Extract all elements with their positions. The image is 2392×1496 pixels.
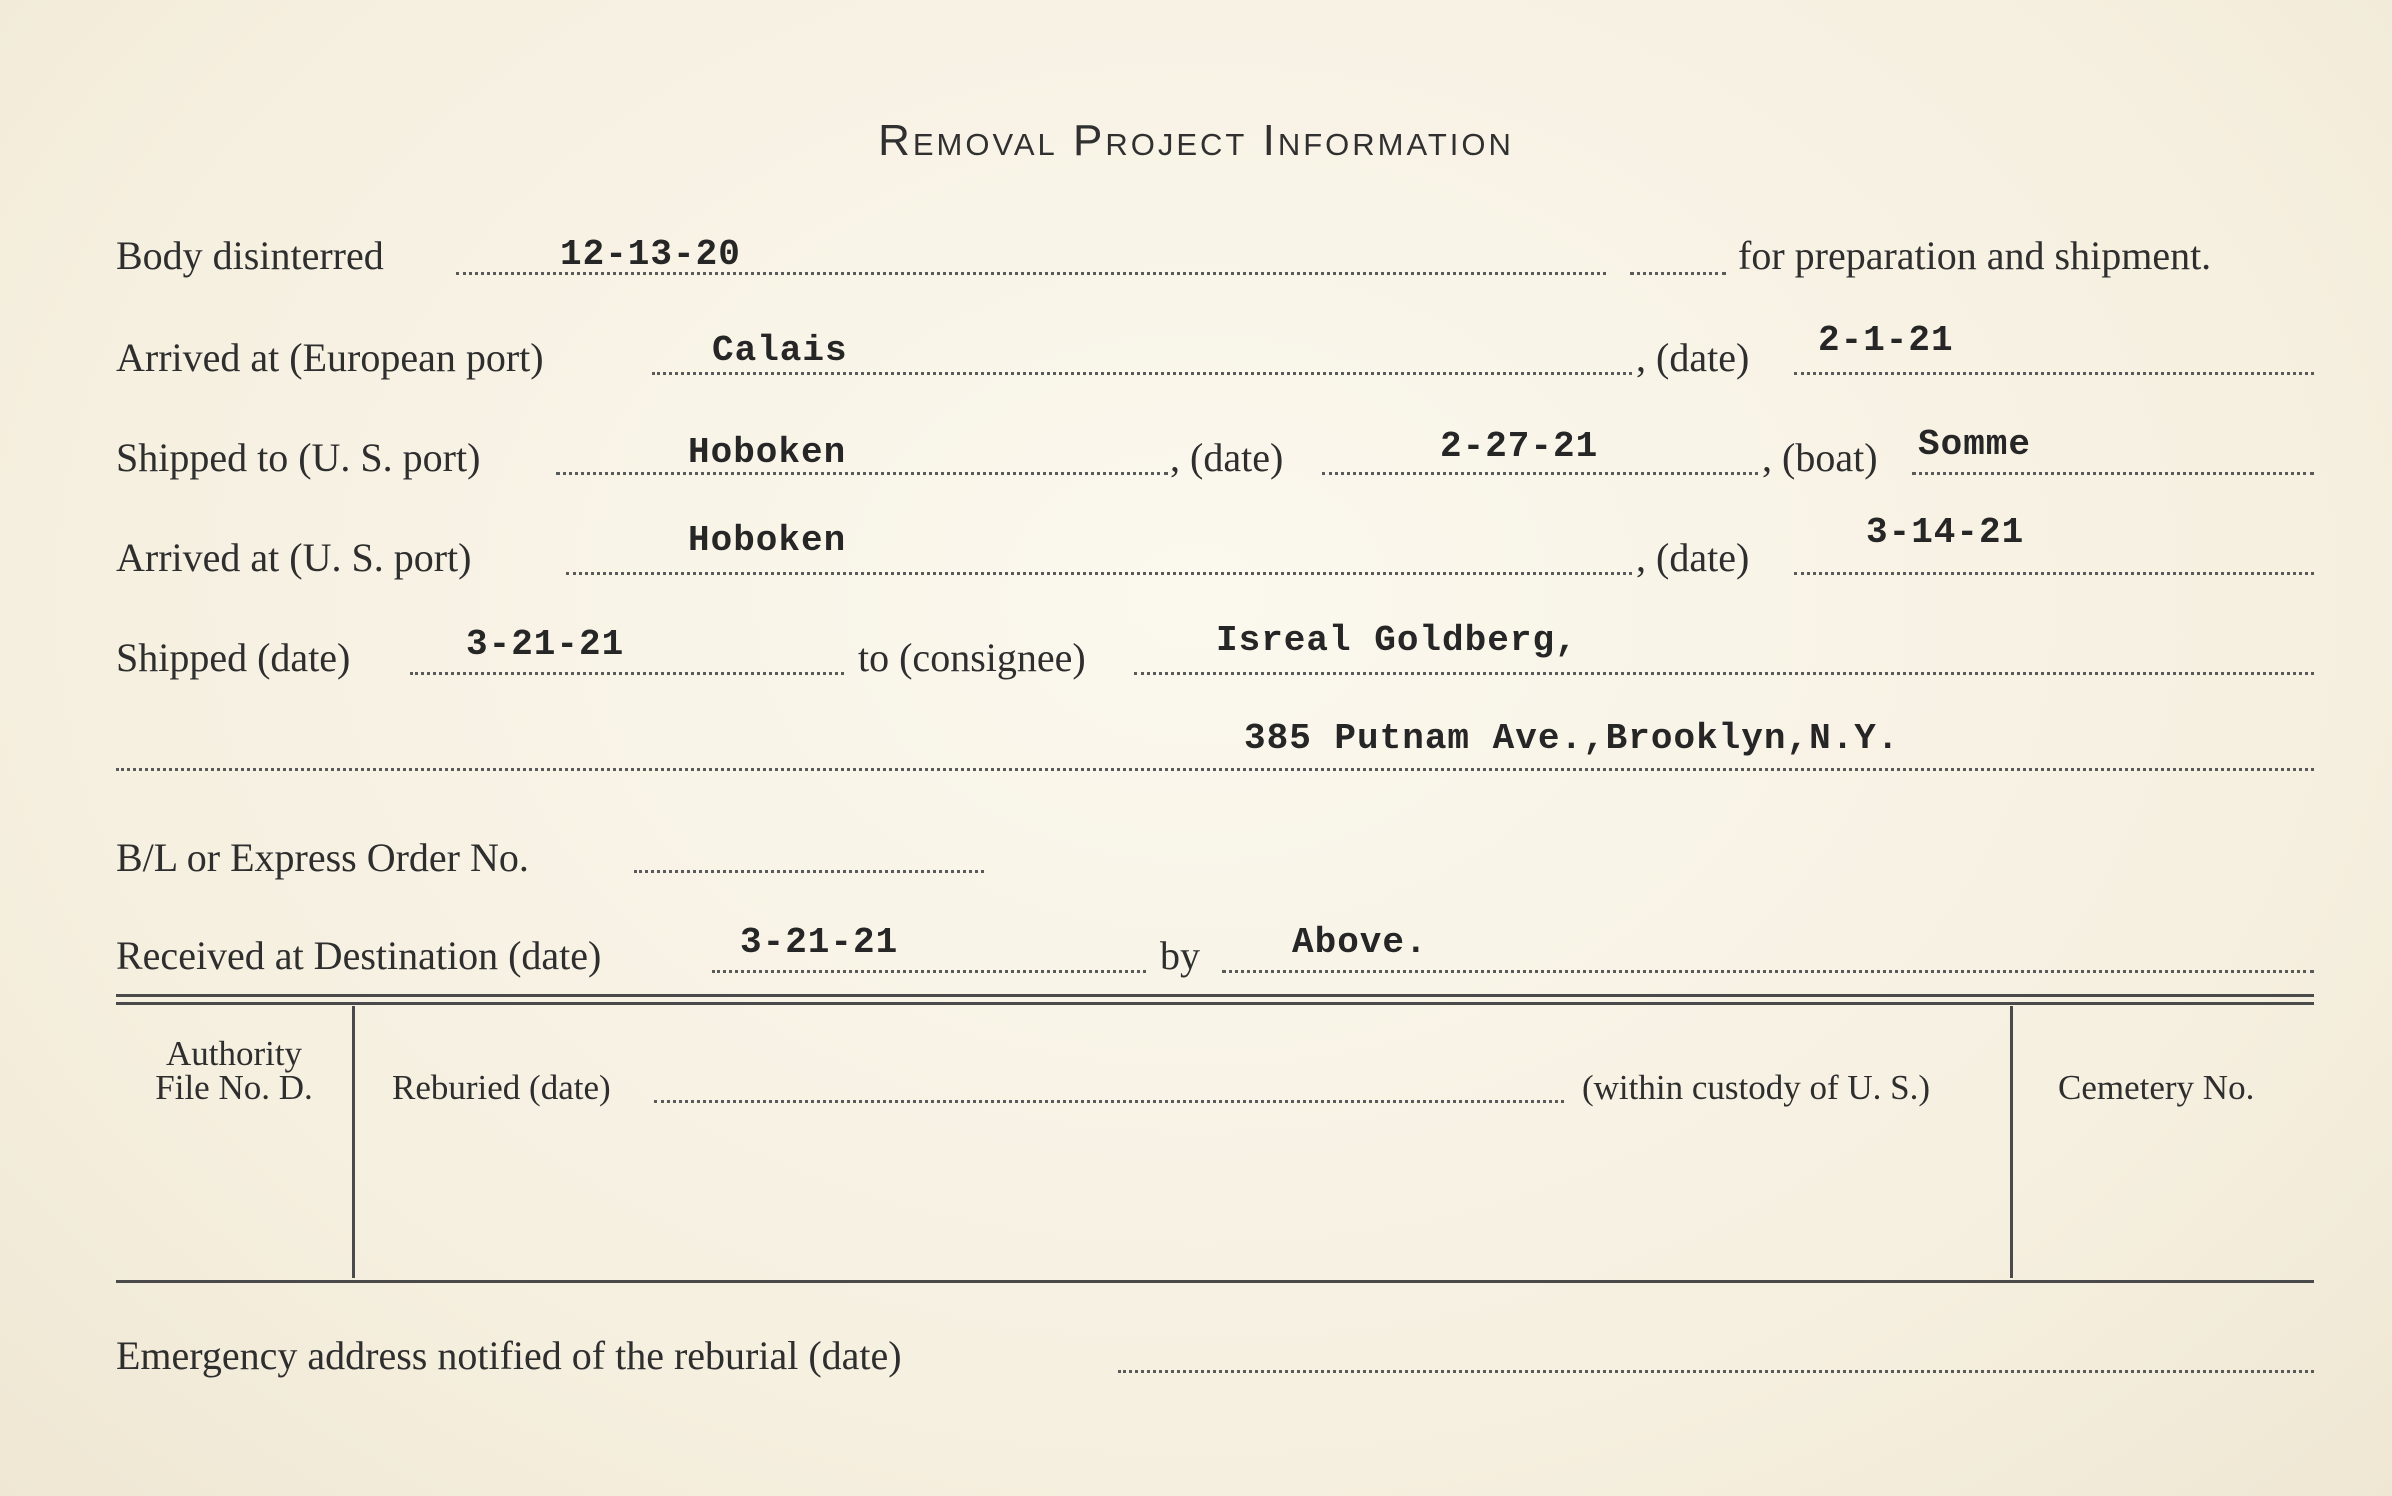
address-line [116, 768, 2314, 771]
consignee-address-value: 385 Putnam Ave.,Brooklyn,N.Y. [1244, 718, 1900, 759]
shipped-us-date-label: , (date) [1170, 435, 1284, 480]
arrived-us-port-value: Hoboken [688, 520, 847, 561]
table-divider-right [2010, 1006, 2013, 1278]
reburied-line [654, 1100, 1564, 1103]
table-divider-left [352, 1006, 355, 1278]
arrived-us-label: Arrived at (U. S. port) [116, 535, 472, 580]
table-top-rule-1 [116, 994, 2314, 997]
received-by-label: by [1160, 933, 1200, 978]
shipped-us-label: Shipped to (U. S. port) [116, 435, 481, 480]
arrived-europe-date-value: 2-1-21 [1818, 320, 1954, 361]
shipped-us-port-line [556, 472, 1168, 475]
arrived-us-date-value: 3-14-21 [1866, 512, 2025, 553]
consignee-line [1134, 672, 2314, 675]
arrived-us-port-line [566, 572, 1632, 575]
arrived-us-date-label: , (date) [1636, 535, 1750, 580]
received-date-line [712, 970, 1146, 973]
received-date-value: 3-21-21 [740, 922, 899, 963]
bl-order-line [634, 870, 984, 873]
cemetery-label: Cemetery No. [2058, 1068, 2255, 1107]
shipped-date-line [410, 672, 844, 675]
arrived-europe-line [652, 372, 1632, 375]
shipped-us-boat-label: , (boat) [1762, 435, 1878, 480]
emergency-label: Emergency address notified of the reburial (date) [116, 1333, 902, 1378]
authority-label-2: File No. D. [155, 1068, 313, 1107]
received-label: Received at Destination (date) [116, 933, 602, 978]
shipped-label: Shipped (date) [116, 635, 351, 680]
consignee-label: to (consignee) [858, 635, 1086, 680]
disinterred-line-end [1630, 272, 1726, 275]
bl-order-label: B/L or Express Order No. [116, 835, 529, 880]
custody-label: (within custody of U. S.) [1582, 1068, 1931, 1107]
arrived-europe-port-value: Calais [712, 330, 848, 371]
arrived-europe-label: Arrived at (European port) [116, 335, 544, 380]
shipped-date-value: 3-21-21 [466, 624, 625, 665]
table-bottom-rule [116, 1280, 2314, 1283]
shipped-us-boat-line [1912, 472, 2314, 475]
reburied-label: Reburied (date) [392, 1068, 611, 1107]
authority-label-1: Authority [165, 1034, 303, 1073]
consignee-value: Isreal Goldberg, [1216, 620, 1578, 661]
card-title: Removal Project Information [878, 116, 1514, 165]
disinterred-suffix: for preparation and shipment. [1738, 233, 2212, 278]
disinterred-date-value: 12-13-20 [560, 234, 741, 275]
shipped-us-port-value: Hoboken [688, 432, 847, 473]
shipped-us-boat-value: Somme [1918, 424, 2032, 465]
arrived-us-date-line [1794, 572, 2314, 575]
arrived-europe-date-label: , (date) [1636, 335, 1750, 380]
received-by-line [1222, 970, 2314, 973]
disinterred-label: Body disinterred [116, 233, 384, 278]
shipped-us-date-line [1322, 472, 1758, 475]
table-top-rule-2 [116, 1002, 2314, 1005]
received-by-value: Above. [1292, 922, 1428, 963]
shipped-us-date-value: 2-27-21 [1440, 426, 1599, 467]
arrived-europe-date-line [1794, 372, 2314, 375]
emergency-line [1118, 1370, 2314, 1373]
